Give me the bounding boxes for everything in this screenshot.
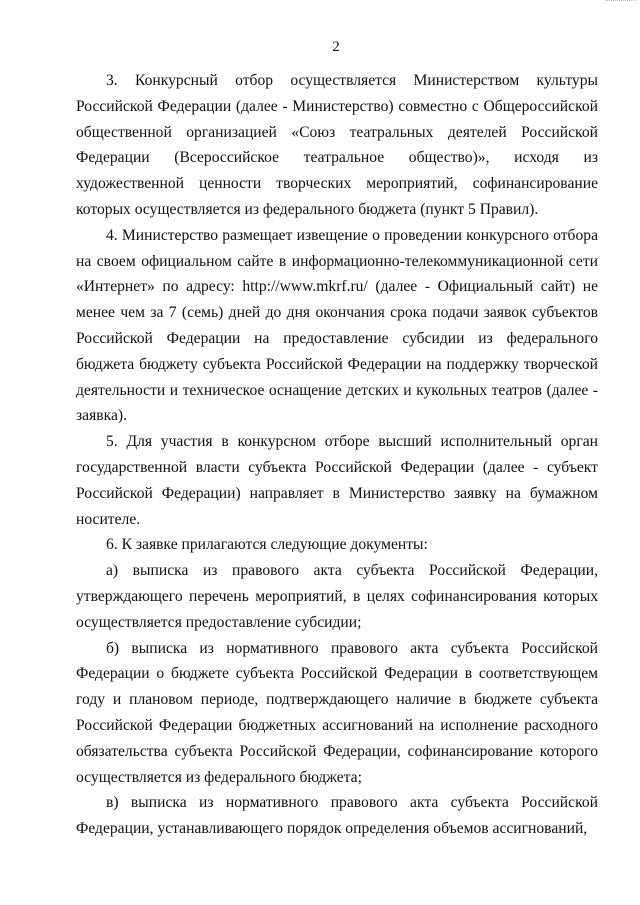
subparagraph-a: а) выписка из правового акта субъекта Российской Федерации, утверждающего перечень мероприятий, в целях софинансирования которых осуществляется предоставление субсидии; [76, 562, 598, 631]
paragraph-5-participation: 5. Для участия в конкурсном отборе высший исполнительный орган государственной власти субъекта Российской Федерации (далее - субъект Российской Федерации) направляет в Министерство заявку на бумажном носителе. [76, 433, 598, 528]
document-body [76, 68, 598, 842]
paragraph-4-notice-publication: 4. Министерство размещает извещение о проведении конкурсного отбора на своем официальном сайте в информационно-телекоммуникационной сети «Интернет» по адресу: http://www.mkrf.ru/ (далее - Официальный сайт) не менее чем за 7 (семь) дней до дня окончания срока подачи заявок субъектов Российской Федерации на предоставление субсидии из федерального бюджета бюджету субъекта Российской Федерации на поддержку творческой деятельности и техническое оснащение детских и кукольных театров (далее - заявка). [76, 226, 598, 425]
subparagraph-b: б) выписка из нормативного правового акта субъекта Российской Федерации о бюджете субъекта Российской Федерации в соответствующем году и плановом периоде, подтверждающего наличие в бюджете субъекта Российской Федерации бюджетных ассигнований на исполнение расходного обязательства субъекта Российской Федерации, софинансирование которого осуществляется из федерального бюджета; [76, 639, 598, 786]
page-number: 2 [332, 39, 340, 55]
paragraph-6-attached-documents: 6. К заявке прилагаются следующие документы: [106, 536, 428, 554]
subparagraph-v: в) выписка из нормативного правового акта субъекта Российской Федерации, устанавливающего порядок определения объемов ассигнований, [76, 794, 598, 838]
paragraph-3-selection-procedure: 3. Конкурсный отбор осуществляется Министерством культуры Российской Федерации (далее - Министерство) совместно с Общероссийской общественной организацией «Союз театральных деятелей Российской Федерации (Всероссийское театральное общество)», исходя из художественной ценности творческих мероприятий, софинансирование которых осуществляется из федерального бюджета (пункт 5 Правил). [76, 72, 598, 218]
scan-corner-mark [606, 0, 636, 5]
